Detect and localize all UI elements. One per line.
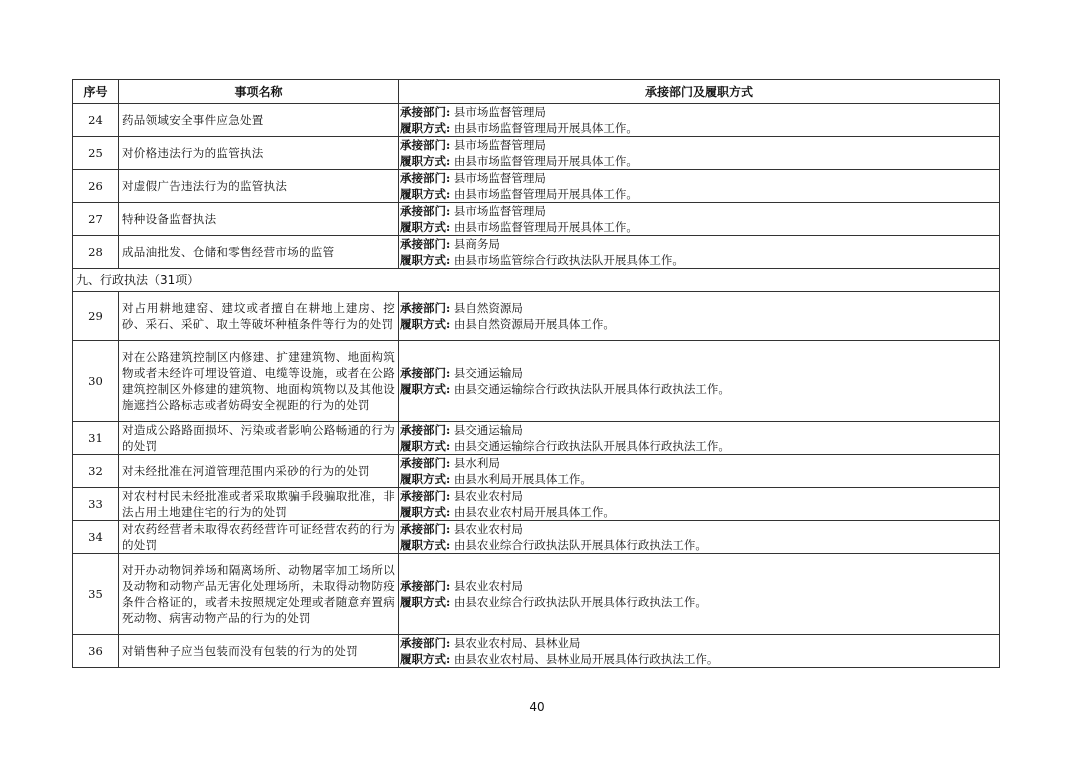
dept-label: 承接部门: bbox=[400, 456, 451, 470]
table-row bbox=[73, 521, 1000, 554]
item-name: 特种设备监督执法 bbox=[119, 203, 399, 236]
row-number: 29 bbox=[73, 292, 119, 341]
mode-value: 由县农业农村局、县林业局开展具体行政执法工作。 bbox=[453, 652, 719, 666]
dept-label: 承接部门: bbox=[400, 301, 451, 315]
dept-value: 县商务局 bbox=[453, 237, 500, 251]
page-number: 40 bbox=[529, 700, 545, 714]
mode-line bbox=[400, 381, 996, 397]
mode-value: 由县农业综合行政执法队开展具体行政执法工作。 bbox=[453, 538, 707, 552]
row-number: 28 bbox=[73, 236, 119, 269]
mode-label: 履职方式: bbox=[400, 505, 451, 519]
item-name: 对造成公路路面损坏、污染或者影响公路畅通的行为的处罚 bbox=[119, 422, 399, 455]
mode-line bbox=[400, 471, 996, 487]
mode-label: 履职方式: bbox=[400, 595, 451, 609]
header-item: 事项名称 bbox=[119, 80, 399, 104]
mode-line bbox=[400, 594, 996, 610]
dept-line bbox=[400, 236, 996, 252]
dept-value: 县农业农村局 bbox=[453, 489, 523, 503]
item-name: 对价格违法行为的监管执法 bbox=[119, 137, 399, 170]
dept-cell bbox=[399, 521, 1000, 554]
mode-value: 由县市场监督管理局开展具体工作。 bbox=[453, 220, 638, 234]
row-number: 33 bbox=[73, 488, 119, 521]
item-name: 对未经批准在河道管理范围内采砂的行为的处罚 bbox=[119, 455, 399, 488]
dept-cell bbox=[399, 137, 1000, 170]
dept-line bbox=[400, 422, 996, 438]
dept-line bbox=[400, 170, 996, 186]
dept-label: 承接部门: bbox=[400, 105, 451, 119]
item-name: 对占用耕地建窑、建坟或者擅自在耕地上建房、挖砂、采石、采矿、取土等破坏种植条件等行为的处罚 bbox=[119, 292, 399, 341]
dept-line bbox=[400, 137, 996, 153]
item-name: 成品油批发、仓储和零售经营市场的监管 bbox=[119, 236, 399, 269]
mode-value: 由县交通运输综合行政执法队开展具体行政执法工作。 bbox=[453, 382, 730, 396]
dept-line bbox=[400, 635, 996, 651]
dept-line bbox=[400, 455, 996, 471]
dept-value: 县农业农村局 bbox=[453, 579, 523, 593]
dept-line bbox=[400, 104, 996, 120]
dept-cell bbox=[399, 104, 1000, 137]
mode-value: 由县市场监管综合行政执法队开展具体工作。 bbox=[453, 253, 684, 267]
mode-label: 履职方式: bbox=[400, 220, 451, 234]
mode-label: 履职方式: bbox=[400, 154, 451, 168]
mode-value: 由县市场监督管理局开展具体工作。 bbox=[453, 154, 638, 168]
mode-line bbox=[400, 252, 996, 268]
mode-line bbox=[400, 537, 996, 553]
dept-label: 承接部门: bbox=[400, 579, 451, 593]
mode-value: 由县市场监督管理局开展具体工作。 bbox=[453, 121, 638, 135]
mode-line bbox=[400, 438, 996, 454]
mode-label: 履职方式: bbox=[400, 472, 451, 486]
mode-line bbox=[400, 504, 996, 520]
dept-cell bbox=[399, 236, 1000, 269]
dept-label: 承接部门: bbox=[400, 138, 451, 152]
mode-label: 履职方式: bbox=[400, 121, 451, 135]
table-row bbox=[73, 203, 1000, 236]
dept-label: 承接部门: bbox=[400, 204, 451, 218]
row-number: 26 bbox=[73, 170, 119, 203]
table-row bbox=[73, 170, 1000, 203]
dept-label: 承接部门: bbox=[400, 489, 451, 503]
dept-line bbox=[400, 203, 996, 219]
mode-value: 由县农业综合行政执法队开展具体行政执法工作。 bbox=[453, 595, 707, 609]
mode-value: 由县水利局开展具体工作。 bbox=[453, 472, 592, 486]
table-row bbox=[73, 137, 1000, 170]
dept-value: 县农业农村局 bbox=[453, 522, 523, 536]
dept-label: 承接部门: bbox=[400, 366, 451, 380]
section-title: 九、行政执法（31项） bbox=[73, 269, 1000, 292]
row-number: 30 bbox=[73, 341, 119, 422]
dept-cell bbox=[399, 635, 1000, 668]
dept-line bbox=[400, 365, 996, 381]
mode-line bbox=[400, 186, 996, 202]
mode-value: 由县自然资源局开展具体工作。 bbox=[453, 317, 615, 331]
mode-value: 由县市场监督管理局开展具体工作。 bbox=[453, 187, 638, 201]
dept-label: 承接部门: bbox=[400, 423, 451, 437]
table-row bbox=[73, 635, 1000, 668]
item-name: 对农村村民未经批准或者采取欺骗手段骗取批准，非法占用土地建住宅的行为的处罚 bbox=[119, 488, 399, 521]
dept-value: 县市场监督管理局 bbox=[453, 138, 546, 152]
table-row bbox=[73, 104, 1000, 137]
row-number: 31 bbox=[73, 422, 119, 455]
dept-cell bbox=[399, 488, 1000, 521]
dept-cell bbox=[399, 341, 1000, 422]
dept-value: 县水利局 bbox=[453, 456, 500, 470]
mode-label: 履职方式: bbox=[400, 317, 451, 331]
mode-line bbox=[400, 120, 996, 136]
dept-cell bbox=[399, 455, 1000, 488]
table-row bbox=[73, 236, 1000, 269]
dept-value: 县市场监督管理局 bbox=[453, 204, 546, 218]
row-number: 25 bbox=[73, 137, 119, 170]
dept-value: 县市场监督管理局 bbox=[453, 105, 546, 119]
row-number: 27 bbox=[73, 203, 119, 236]
mode-line bbox=[400, 219, 996, 235]
table-row bbox=[73, 341, 1000, 422]
dept-value: 县交通运输局 bbox=[453, 366, 523, 380]
item-name: 对在公路建筑控制区内修建、扩建建筑物、地面构筑物或者未经许可埋设管道、电缆等设施，或者在公路建筑控制区外修建的建筑物、地面构筑物以及其他设施遮挡公路标志或者妨碍安全视距的行为的处罚 bbox=[119, 341, 399, 422]
dept-value: 县自然资源局 bbox=[453, 301, 523, 315]
mode-label: 履职方式: bbox=[400, 439, 451, 453]
items-table bbox=[72, 79, 1000, 668]
dept-value: 县市场监督管理局 bbox=[453, 171, 546, 185]
dept-cell bbox=[399, 170, 1000, 203]
dept-label: 承接部门: bbox=[400, 636, 451, 650]
mode-label: 履职方式: bbox=[400, 538, 451, 552]
dept-label: 承接部门: bbox=[400, 237, 451, 251]
dept-label: 承接部门: bbox=[400, 171, 451, 185]
mode-label: 履职方式: bbox=[400, 382, 451, 396]
item-name: 对虚假广告违法行为的监管执法 bbox=[119, 170, 399, 203]
row-number: 24 bbox=[73, 104, 119, 137]
mode-value: 由县农业农村局开展具体工作。 bbox=[453, 505, 615, 519]
mode-value: 由县交通运输综合行政执法队开展具体行政执法工作。 bbox=[453, 439, 730, 453]
dept-cell bbox=[399, 554, 1000, 635]
mode-label: 履职方式: bbox=[400, 187, 451, 201]
dept-cell bbox=[399, 292, 1000, 341]
dept-line bbox=[400, 488, 996, 504]
mode-line bbox=[400, 651, 996, 667]
mode-label: 履职方式: bbox=[400, 253, 451, 267]
dept-value: 县农业农村局、县林业局 bbox=[453, 636, 581, 650]
header-row bbox=[73, 80, 1000, 104]
row-number: 36 bbox=[73, 635, 119, 668]
row-number: 34 bbox=[73, 521, 119, 554]
table-row bbox=[73, 422, 1000, 455]
dept-line bbox=[400, 521, 996, 537]
table-row bbox=[73, 292, 1000, 341]
dept-line bbox=[400, 578, 996, 594]
header-dept: 承接部门及履职方式 bbox=[399, 80, 1000, 104]
dept-line bbox=[400, 300, 996, 316]
dept-value: 县交通运输局 bbox=[453, 423, 523, 437]
table-row bbox=[73, 554, 1000, 635]
mode-line bbox=[400, 316, 996, 332]
mode-label: 履职方式: bbox=[400, 652, 451, 666]
table-row bbox=[73, 488, 1000, 521]
mode-line bbox=[400, 153, 996, 169]
row-number: 32 bbox=[73, 455, 119, 488]
header-no: 序号 bbox=[73, 80, 119, 104]
dept-cell bbox=[399, 203, 1000, 236]
row-number: 35 bbox=[73, 554, 119, 635]
section-row bbox=[73, 269, 1000, 292]
dept-cell bbox=[399, 422, 1000, 455]
item-name: 药品领域安全事件应急处置 bbox=[119, 104, 399, 137]
dept-label: 承接部门: bbox=[400, 522, 451, 536]
item-name: 对农药经营者未取得农药经营许可证经营农药的行为的处罚 bbox=[119, 521, 399, 554]
item-name: 对销售种子应当包装而没有包装的行为的处罚 bbox=[119, 635, 399, 668]
table-row bbox=[73, 455, 1000, 488]
item-name: 对开办动物饲养场和隔离场所、动物屠宰加工场所以及动物和动物产品无害化处理场所，未取得动物防疫条件合格证的，或者未按照规定处理或者随意弃置病死动物、病害动物产品的行为的处罚 bbox=[119, 554, 399, 635]
